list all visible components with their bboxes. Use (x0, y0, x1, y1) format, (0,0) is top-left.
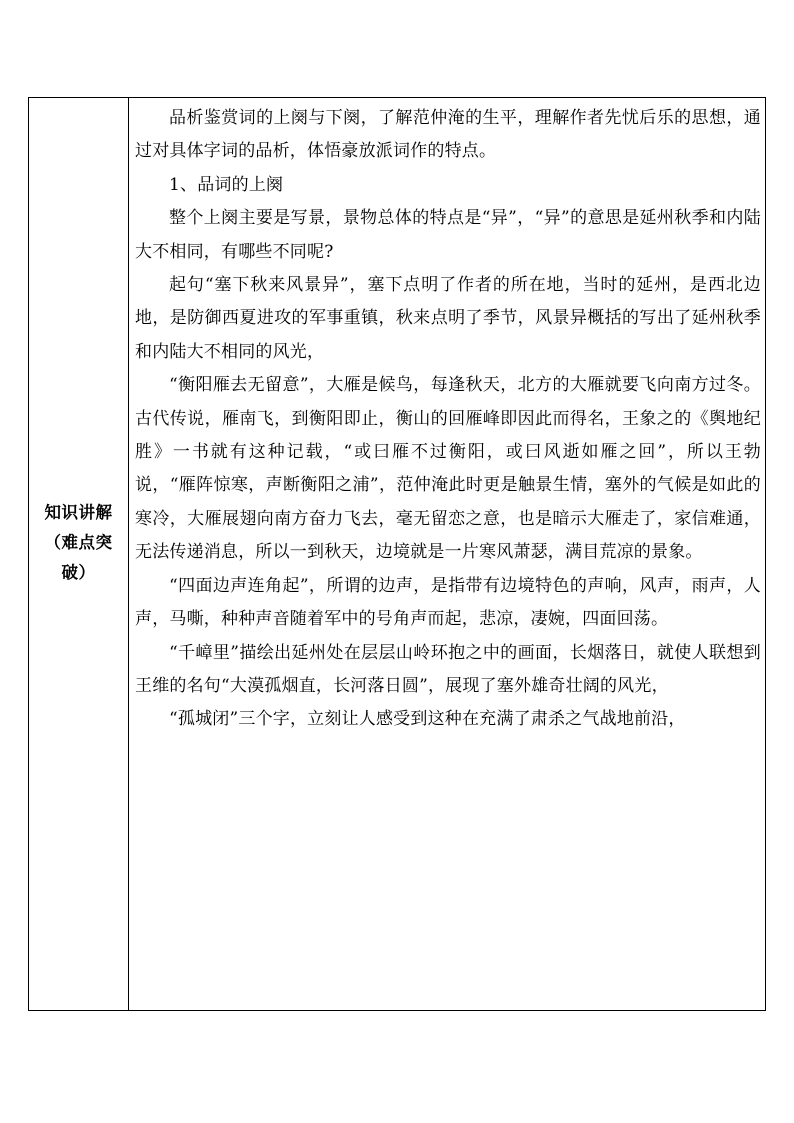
paragraph-opening-line: 起句“塞下秋来风景异”，塞下点明了作者的所在地，当时的延州，是西北边地，是防御西夏进攻的军事重镇，秋来点明了季节，风景异概括的写出了延州秋季和内陆大不相同的风光， (135, 275, 761, 362)
section-label-cell (29, 98, 129, 1010)
paragraph-hengyang-geese: “衡阳雁去无留意”，大雁是候鸟，每逢秋天，北方的大雁就要飞向南方过冬。古代传说，雁南飞，到衡阳即止，衡山的回雁峰即因此而得名，王象之的《舆地纪胜》一书就有这种记载，“或曰雁不过衡阳，或曰风逝如雁之回”，所以王勃说，“雁阵惊寒，声断衡阳之浦”，范仲淹此时更是触景生情，塞外的气候是如此的寒冷，大雁展翅向南方奋力飞去，毫无留恋之意，也是暗示大雁走了，家信难通，无法传递消息，所以一到秋天，边境就是一片寒风萧瑟，满目荒凉的景象。 (135, 375, 761, 563)
section-label-subtitle: （难点突破） (44, 533, 113, 582)
content-cell (129, 98, 765, 1010)
lesson-table (28, 97, 766, 1011)
paragraph-border-sounds: “四面边声连角起”，所谓的边声，是指带有边境特色的声响，风声，雨声，人声，马嘶，种种声音随着军中的号角声而起，悲凉，凄婉，四面回荡。 (135, 575, 761, 630)
paragraph-objective: 品析鉴赏词的上阕与下阕，了解范仲淹的生平，理解作者先忧后乐的思想，通过对具体字词的品析，体悟豪放派词作的特点。 (135, 108, 761, 162)
paragraph-upper-stanza-overview: 整个上阕主要是写景，景物总体的特点是“异”，“异”的意思是延州秋季和内陆大不相同，有哪些不同呢? (135, 208, 761, 262)
section-label-title: 知识讲解 (44, 503, 113, 522)
section-label (33, 498, 124, 588)
paragraph-thousand-peaks: “千嶂里”描绘出延州处在层层山岭环抱之中的画面，长烟落日，就使人联想到王维的名句“大漠孤烟直，长河落日圆”，展现了塞外雄奇壮阔的风光， (135, 642, 761, 696)
paragraph-lonely-city: “孤城闭”三个字，立刻让人感受到这种在充满了肃杀之气战地前沿， (169, 709, 686, 730)
paragraph-heading-upper-stanza: 1、品词的上阕 (169, 174, 284, 195)
